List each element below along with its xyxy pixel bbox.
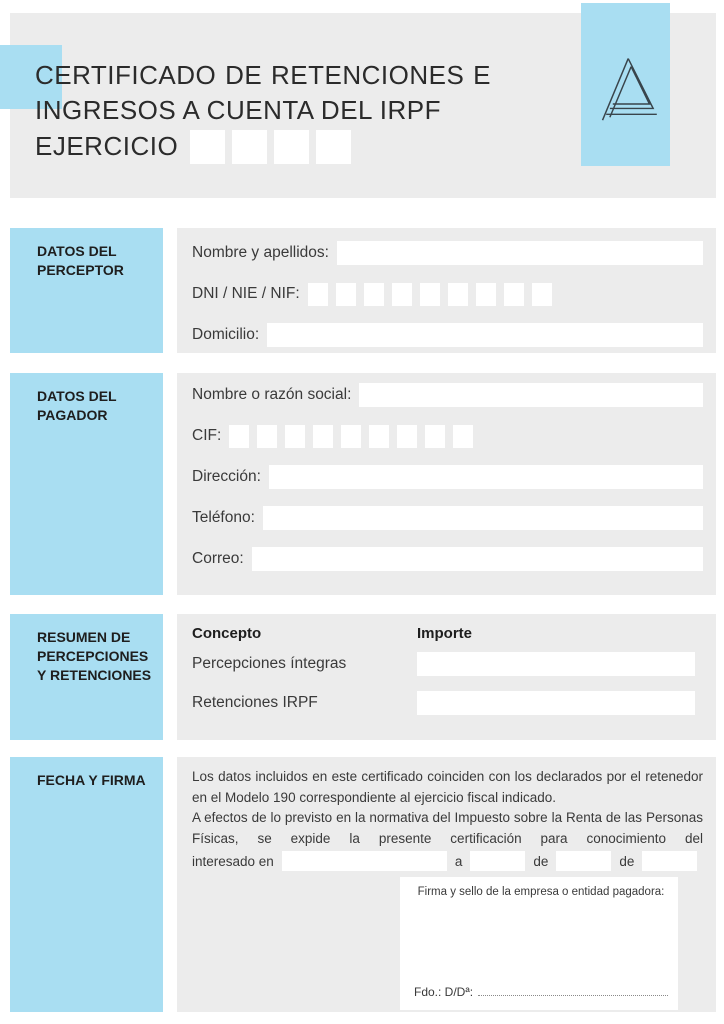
char-box[interactable] (336, 283, 356, 306)
nombre-apellidos-input[interactable] (337, 241, 703, 265)
logo-panel (581, 3, 670, 166)
field-row (192, 547, 703, 571)
section-content-perceptor (177, 228, 716, 353)
char-box[interactable] (369, 425, 389, 448)
year-digit-box[interactable] (316, 130, 351, 164)
char-box[interactable] (476, 283, 496, 306)
section-datos-perceptor (10, 228, 716, 353)
char-box[interactable] (257, 425, 277, 448)
char-box[interactable] (504, 283, 524, 306)
month-input[interactable] (556, 851, 611, 871)
section-label-fecha-firma: FECHA Y FIRMA (10, 757, 163, 1012)
page-title-line2: INGRESOS A CUENTA DEL IRPF (35, 95, 441, 125)
table-row (192, 691, 703, 715)
section-content-fecha-firma (177, 757, 716, 1012)
title-block (35, 58, 491, 164)
header (10, 13, 716, 198)
domicilio-label: Domicilio: (192, 326, 260, 343)
char-box[interactable] (397, 425, 417, 448)
resumen-table-header (192, 625, 703, 643)
correo-input[interactable] (252, 547, 703, 571)
concepto-percepciones-label: Percepciones íntegras (192, 655, 347, 672)
importe-retenciones-input[interactable] (417, 691, 695, 715)
section-resumen (10, 614, 716, 740)
char-box[interactable] (420, 283, 440, 306)
telefono-input[interactable] (263, 506, 703, 530)
ejercicio-year-boxes (190, 130, 351, 164)
place-input[interactable] (282, 851, 447, 871)
section-label-perceptor: DATOS DEL PERCEPTOR (10, 228, 163, 353)
section-fecha-firma (10, 757, 716, 1012)
dni-char-boxes (308, 283, 552, 306)
place-prefix-label: interesado en (192, 853, 274, 869)
char-box[interactable] (341, 425, 361, 448)
telefono-label: Teléfono: (192, 509, 255, 526)
domicilio-input[interactable] (267, 323, 703, 347)
field-row (192, 465, 703, 489)
signature-dotted-line[interactable] (478, 994, 668, 996)
place-date-row (192, 851, 703, 871)
triangle-monogram-icon (593, 53, 659, 125)
signature-box (400, 877, 678, 1010)
field-row (192, 424, 703, 448)
char-box[interactable] (364, 283, 384, 306)
razon-social-label: Nombre o razón social: (192, 386, 352, 403)
year-digit-box[interactable] (190, 130, 225, 164)
legal-paragraph-2: A efectos de lo previsto en la normativa del Impuesto sobre la Renta de las Personas Físicas, se expide la presente certificación para conocimiento del (192, 810, 703, 846)
field-row (192, 323, 703, 347)
field-row (192, 383, 703, 407)
table-row (192, 652, 703, 676)
section-label-resumen: RESUMEN DE PERCEPCIONES Y RETENCIONES (10, 614, 163, 740)
field-row (192, 506, 703, 530)
razon-social-input[interactable] (359, 383, 703, 407)
legal-text (192, 767, 703, 849)
dni-label: DNI / NIE / NIF: (192, 285, 300, 302)
char-box[interactable] (308, 283, 328, 306)
direccion-label: Dirección: (192, 468, 261, 485)
field-row (192, 282, 703, 306)
year-digit-box[interactable] (274, 130, 309, 164)
field-row (192, 241, 703, 265)
char-box[interactable] (425, 425, 445, 448)
direccion-input[interactable] (269, 465, 703, 489)
char-box[interactable] (532, 283, 552, 306)
page-title-line1: CERTIFICADO DE RETENCIONES E (35, 60, 491, 90)
word-de-1: de (533, 853, 549, 869)
correo-label: Correo: (192, 550, 244, 567)
col-header-concepto: Concepto (192, 625, 262, 642)
cif-label: CIF: (192, 427, 222, 444)
char-box[interactable] (313, 425, 333, 448)
char-box[interactable] (229, 425, 249, 448)
signed-by-label: Fdo.: D/Dª: (414, 985, 474, 999)
importe-percepciones-input[interactable] (417, 652, 695, 676)
legal-paragraph-1: Los datos incluidos en este certificado coinciden con los declarados por el retenedor en el Modelo 190 correspondiente al ejercicio fiscal indicado. (192, 769, 703, 805)
word-a: a (454, 853, 463, 869)
cif-char-boxes (229, 425, 473, 448)
char-box[interactable] (453, 425, 473, 448)
section-datos-pagador (10, 373, 716, 595)
section-label-pagador: DATOS DEL PAGADOR (10, 373, 163, 595)
char-box[interactable] (285, 425, 305, 448)
col-header-importe: Importe (417, 625, 473, 642)
year-digit-box[interactable] (232, 130, 267, 164)
char-box[interactable] (448, 283, 468, 306)
day-input[interactable] (470, 851, 525, 871)
section-content-resumen (177, 614, 716, 740)
ejercicio-label: EJERCICIO (35, 131, 179, 161)
signature-box-title: Firma y sello de la empresa o entidad pagadora: (417, 886, 665, 898)
year-input[interactable] (642, 851, 697, 871)
section-content-pagador (177, 373, 716, 595)
nombre-apellidos-label: Nombre y apellidos: (192, 244, 329, 261)
concepto-retenciones-label: Retenciones IRPF (192, 694, 318, 711)
word-de-2: de (619, 853, 635, 869)
char-box[interactable] (392, 283, 412, 306)
